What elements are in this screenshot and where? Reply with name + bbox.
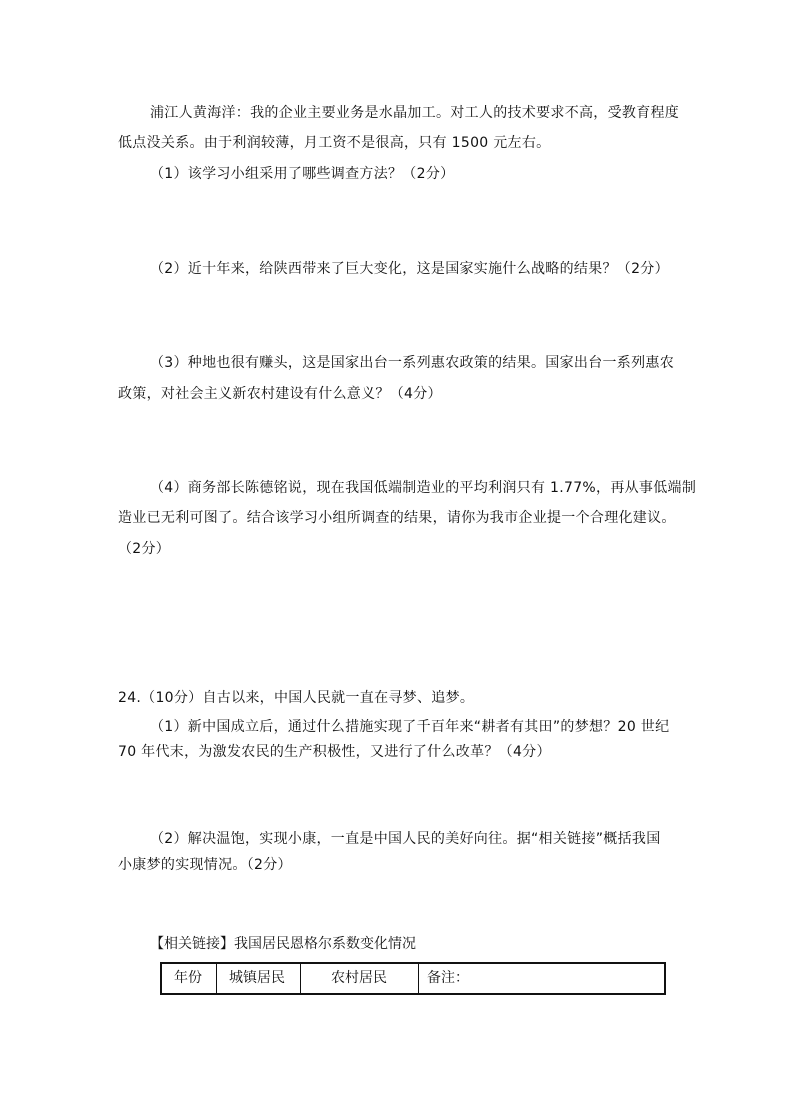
engel-coefficient-table <box>160 962 666 995</box>
question-24-2-line: （2）解决温饱，实现小康，一直是中国人民的美好向往。据“相关链接”概括我国 <box>150 831 661 847</box>
table-header-notes: 备注： <box>427 970 469 986</box>
question-24-1-line: 70 年代末，为激发农民的生产积极性，又进行了什么改革？（4分） <box>118 744 551 760</box>
question-24-title: 24.（10分）自古以来，中国人民就一直在寻梦、追梦。 <box>118 690 475 706</box>
question-4-line: （4）商务部长陈德铭说，现在我国低端制造业的平均利润只有 1.77%，再从事低端制 <box>150 480 697 496</box>
question-4-line: 造业已无利可图了。结合该学习小组所调查的结果，请你为我市企业提一个合理化建议。 <box>118 510 676 526</box>
question-24-2-line: 小康梦的实现情况。（2分） <box>118 857 292 873</box>
paragraph-line: 浦江人黄海洋：我的企业主要业务是水晶加工。对工人的技术要求不高，受教育程度 <box>150 105 680 121</box>
question-3-line: 政策，对社会主义新农村建设有什么意义？（4分） <box>118 386 442 402</box>
question-4-line: （2分） <box>118 541 171 557</box>
paragraph-line: 低点没关系。由于利润较薄，月工资不是很高，只有 1500 元左右。 <box>118 135 551 151</box>
table-header-rural: 农村居民 <box>301 964 419 993</box>
question-24-1-line: （1）新中国成立后，通过什么措施实现了千百年来“耕者有其田”的梦想？20 世纪 <box>150 719 670 735</box>
question-1: （1）该学习小组采用了哪些调查方法？（2分） <box>150 166 455 182</box>
question-3-line: （3）种地也很有赚头，这是国家出台一系列惠农政策的结果。国家出台一系列惠农 <box>150 355 675 371</box>
table-header-year: 年份 <box>162 964 217 993</box>
related-link-title: 【相关链接】我国居民恩格尔系数变化情况 <box>150 936 416 952</box>
table-header-urban: 城镇居民 <box>217 964 301 993</box>
question-2: （2）近十年来，给陕西带来了巨大变化，这是国家实施什么战略的结果？（2分） <box>150 261 669 277</box>
